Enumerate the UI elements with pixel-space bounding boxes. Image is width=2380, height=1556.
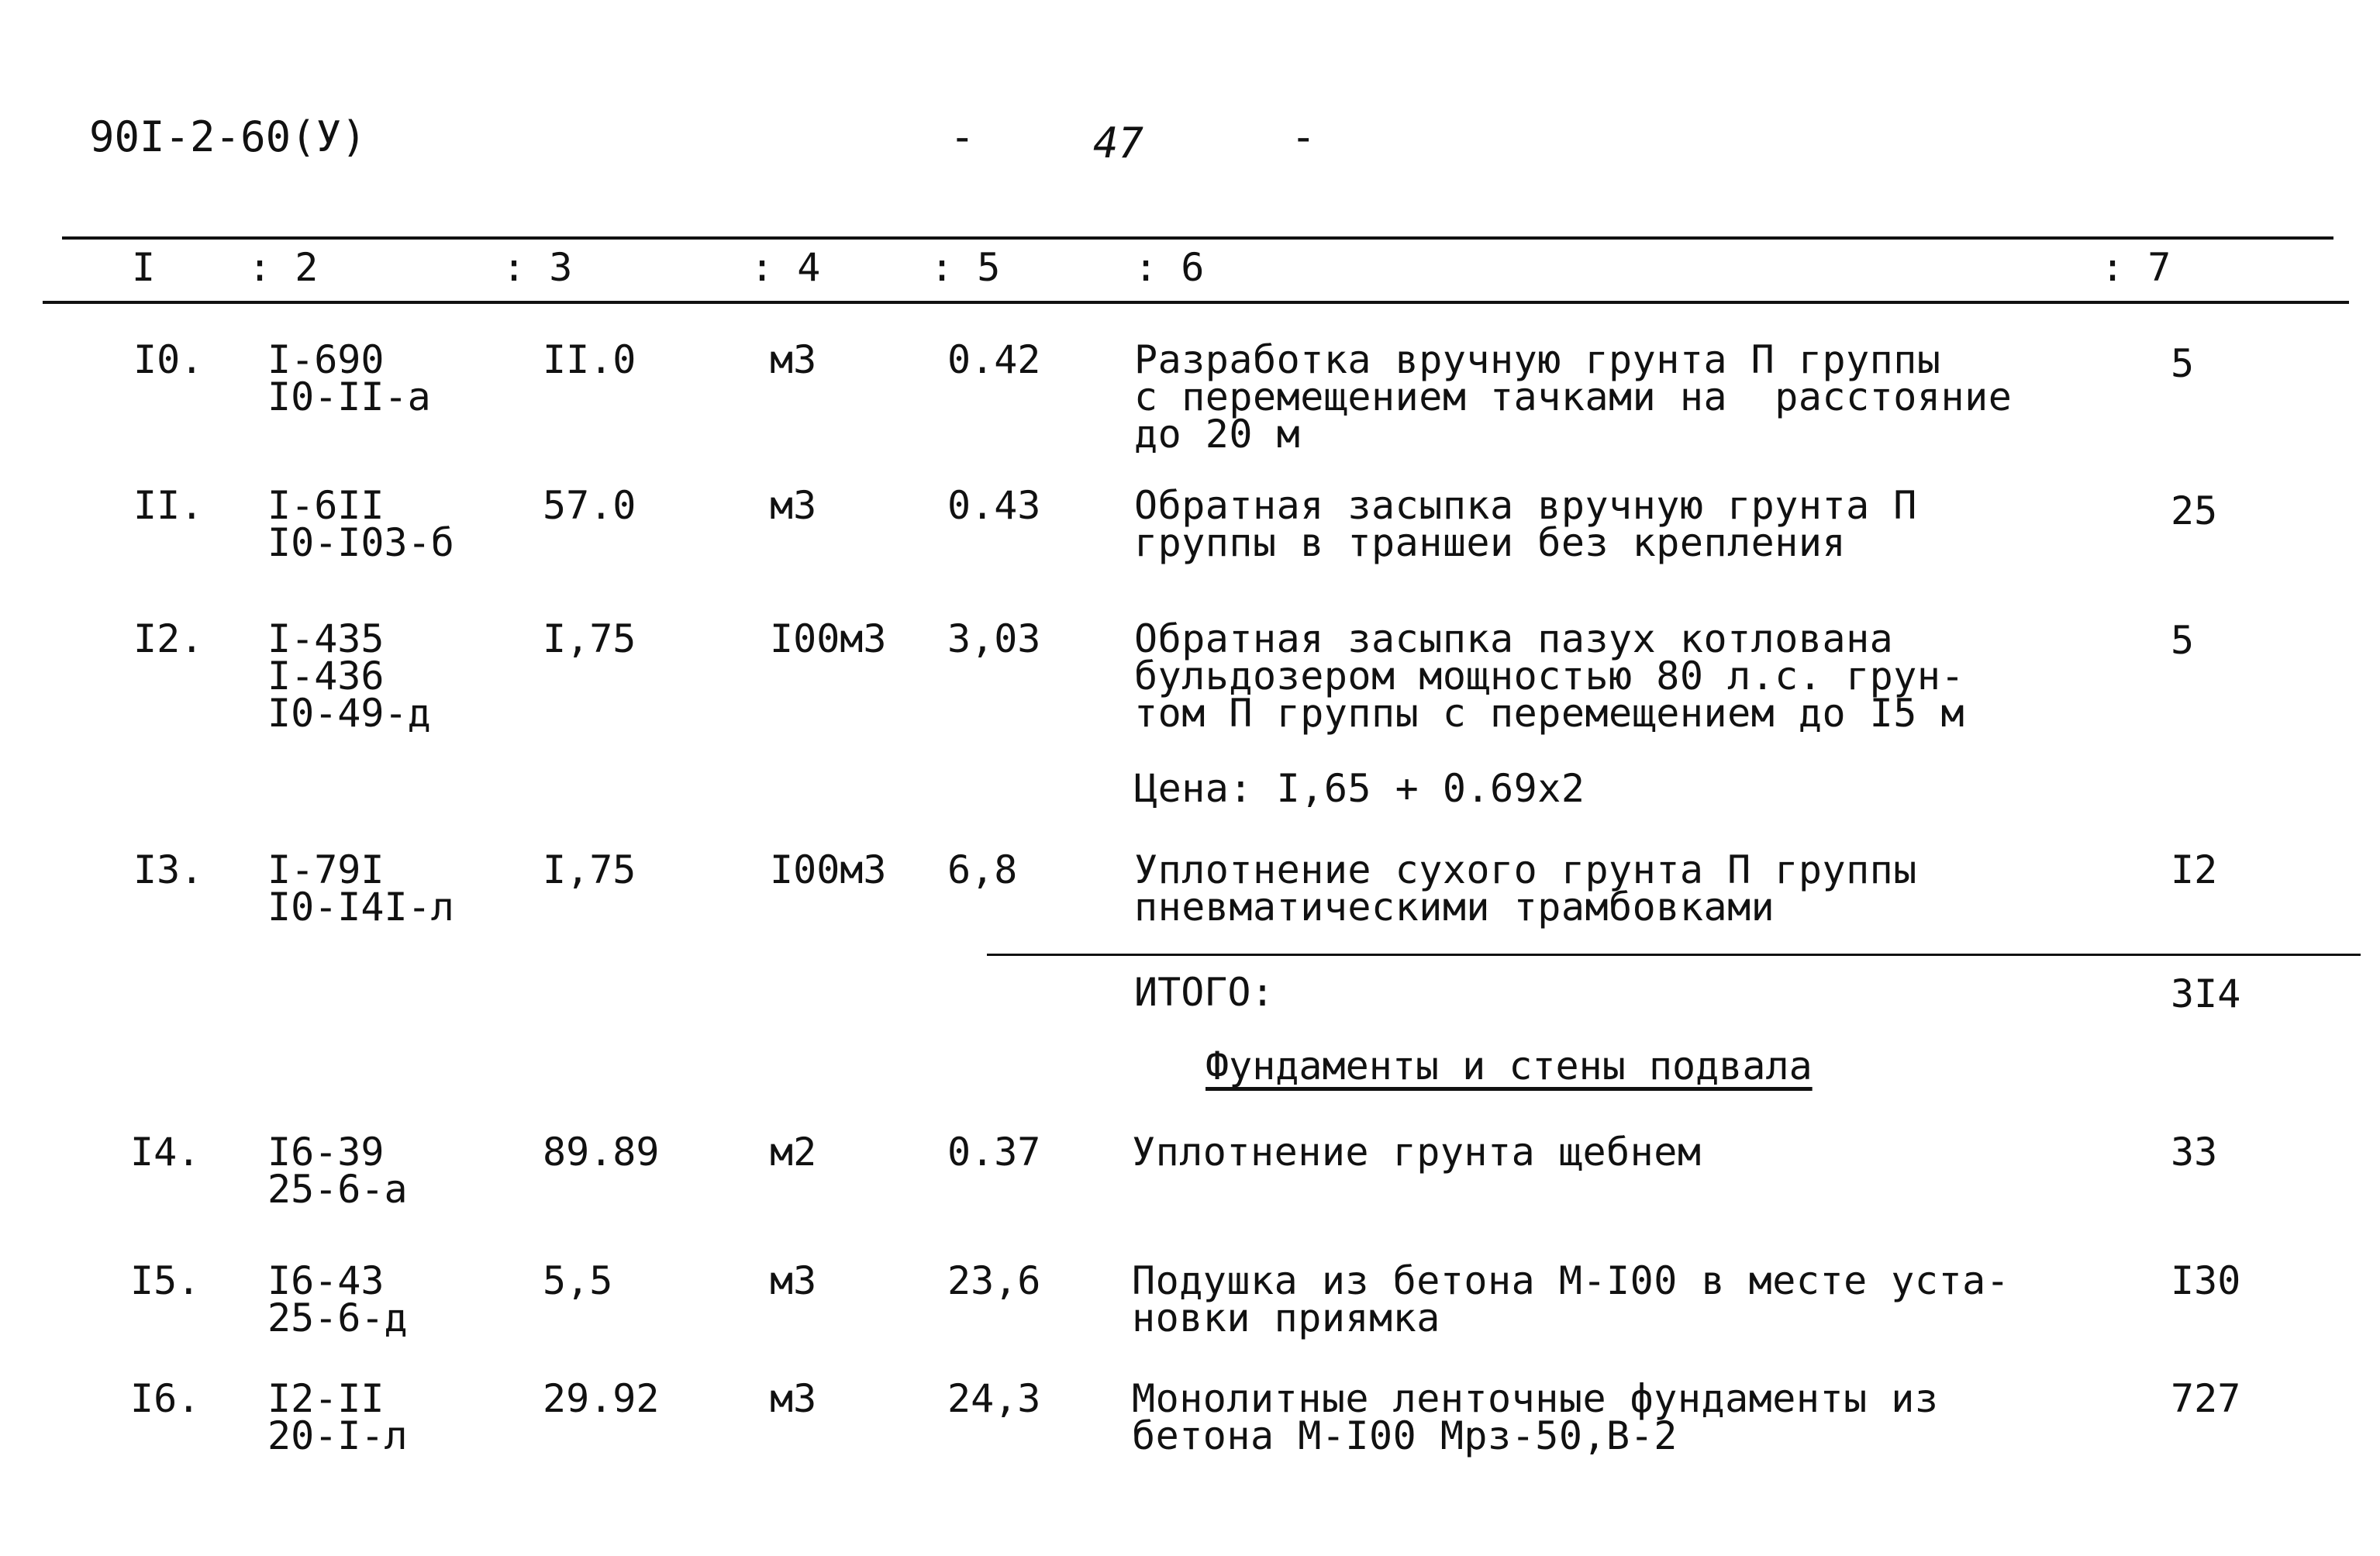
row-code-line: I0-II-a bbox=[267, 374, 431, 419]
row-description-line: с перемещением тачками на расстояние bbox=[1134, 374, 2013, 419]
subtotal-label: ИТОГО: bbox=[1134, 970, 1275, 1015]
row-code-line: I2-II bbox=[267, 1376, 385, 1421]
row-description-line: бульдозером мощностью 80 л.с. грун- bbox=[1134, 654, 1965, 699]
row-total: I30 bbox=[2171, 1258, 2241, 1303]
row-unit-price: 0.43 bbox=[947, 483, 1041, 528]
row-code-line: 25-6-д bbox=[267, 1296, 408, 1340]
row-number: I2. bbox=[133, 616, 204, 661]
row-description-line: Монолитные ленточные фундаменты из bbox=[1132, 1376, 1939, 1421]
column-header-6: : 6 bbox=[1134, 245, 1205, 290]
row-unit-price: 23,6 bbox=[947, 1258, 1041, 1303]
row-code-line: I0-49-д bbox=[267, 691, 431, 736]
row-quantity: 29.92 bbox=[543, 1376, 660, 1421]
row-code-line: 20-I-л bbox=[267, 1413, 408, 1458]
document-code: 90I-2-60(У) bbox=[89, 112, 367, 161]
row-unit: м3 bbox=[770, 1376, 817, 1421]
row-description-line: том П группы с перемещением до I5 м bbox=[1134, 691, 1965, 736]
row-unit-price: 6,8 bbox=[947, 847, 1018, 892]
row-code-line: I0-I4I-л bbox=[267, 885, 454, 930]
row-code-line: I-436 bbox=[267, 654, 385, 699]
row-quantity: 5,5 bbox=[543, 1258, 613, 1303]
row-unit-price: 24,3 bbox=[947, 1376, 1041, 1421]
row-unit-price: 0.42 bbox=[947, 337, 1041, 382]
row-description-line: Обратная засыпка вручную грунта П bbox=[1134, 483, 1917, 528]
row-code-line: 25-6-а bbox=[267, 1167, 408, 1212]
row-description-line: бетона М-I00 Мрз-50,В-2 bbox=[1132, 1413, 1678, 1458]
row-code-line: I6-43 bbox=[267, 1258, 385, 1303]
page-number: 47 bbox=[1093, 119, 1144, 167]
row-code-line: I-690 bbox=[267, 337, 385, 382]
row-number: I3. bbox=[133, 847, 204, 892]
row-unit: м2 bbox=[770, 1130, 817, 1175]
row-unit: I00м3 bbox=[770, 847, 887, 892]
row-number: II. bbox=[133, 483, 204, 528]
row-total: I2 bbox=[2171, 847, 2218, 892]
table-top-rule bbox=[62, 236, 2333, 240]
subtotal-rule bbox=[987, 954, 2361, 956]
table-header-rule bbox=[43, 301, 2349, 304]
row-price-note: Цена: I,65 + 0.69х2 bbox=[1134, 766, 1585, 811]
row-code-line: I-6II bbox=[267, 483, 385, 528]
subtotal-value: 3I4 bbox=[2171, 971, 2241, 1016]
row-total: 5 bbox=[2171, 618, 2195, 663]
row-quantity: II.0 bbox=[543, 337, 636, 382]
row-number: I5. bbox=[130, 1258, 201, 1303]
row-unit: м3 bbox=[770, 1258, 817, 1303]
column-header-3: : 3 bbox=[502, 245, 573, 290]
row-quantity: 89.89 bbox=[543, 1130, 660, 1175]
row-description-line: Разработка вручную грунта П группы bbox=[1134, 337, 1941, 382]
row-code-line: I6-39 bbox=[267, 1130, 385, 1175]
column-header-1: I bbox=[132, 245, 156, 290]
row-quantity: I,75 bbox=[543, 616, 636, 661]
column-header-4: : 4 bbox=[750, 245, 821, 290]
row-description-line: Уплотнение сухого грунта П группы bbox=[1134, 847, 1917, 892]
row-code-line: I-79I bbox=[267, 847, 385, 892]
row-number: I0. bbox=[133, 337, 204, 382]
section-title: Фундаменты и стены подвала bbox=[1206, 1044, 1813, 1089]
row-description-line: Обратная засыпка пазух котлована bbox=[1134, 616, 1894, 661]
row-description-line: группы в траншеи без крепления bbox=[1134, 520, 1847, 565]
row-total: 5 bbox=[2171, 341, 2195, 386]
row-unit-price: 3,03 bbox=[947, 616, 1041, 661]
row-total: 25 bbox=[2171, 488, 2218, 533]
row-number: I6. bbox=[130, 1376, 201, 1421]
column-header-7: : 7 bbox=[2101, 245, 2171, 290]
row-total: 727 bbox=[2171, 1376, 2241, 1421]
row-number: I4. bbox=[130, 1130, 201, 1175]
column-header-5: : 5 bbox=[930, 245, 1001, 290]
row-quantity: I,75 bbox=[543, 847, 636, 892]
row-description-line: новки приямка bbox=[1132, 1296, 1440, 1340]
row-unit: I00м3 bbox=[770, 616, 887, 661]
row-total: 33 bbox=[2171, 1130, 2218, 1175]
page-number-dash-right: - bbox=[1291, 112, 1316, 161]
column-header-2: : 2 bbox=[248, 245, 319, 290]
row-unit: м3 bbox=[770, 483, 817, 528]
row-description-line: Уплотнение грунта щебнем bbox=[1132, 1130, 1702, 1175]
row-quantity: 57.0 bbox=[543, 483, 636, 528]
row-description-line: Подушка из бетона М-I00 в месте уста- bbox=[1132, 1258, 2010, 1303]
page-number-dash-left: - bbox=[950, 112, 975, 161]
row-description-line: пневматическими трамбовками bbox=[1134, 885, 1775, 930]
row-code-line: I-435 bbox=[267, 616, 385, 661]
row-unit: м3 bbox=[770, 337, 817, 382]
row-code-line: I0-I03-б bbox=[267, 520, 454, 565]
row-description-line: до 20 м bbox=[1134, 412, 1301, 457]
row-unit-price: 0.37 bbox=[947, 1130, 1041, 1175]
